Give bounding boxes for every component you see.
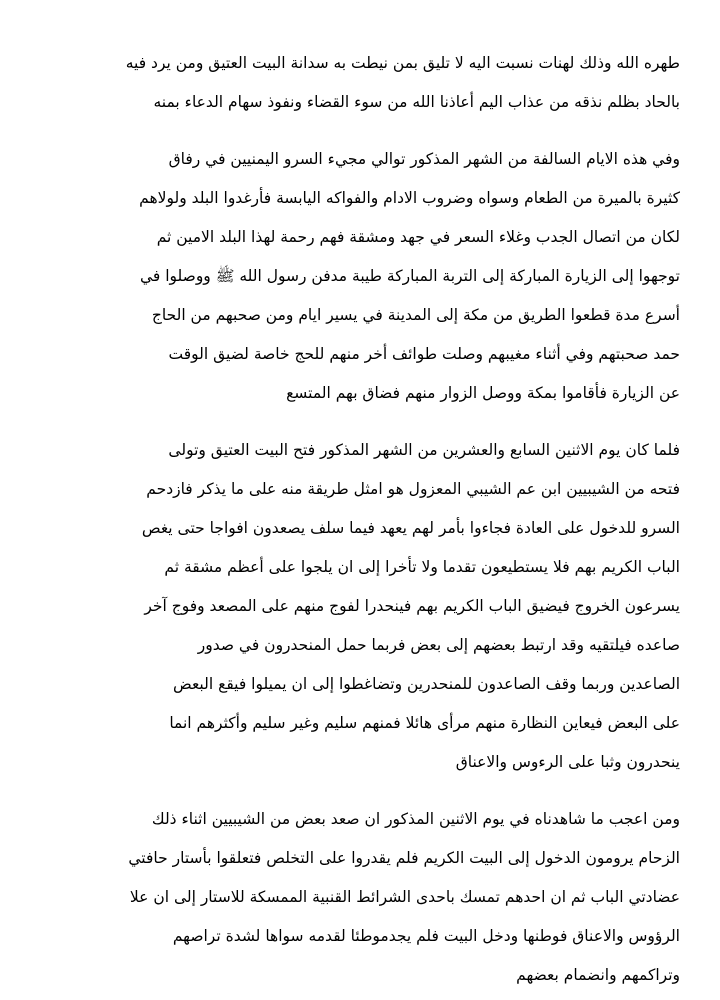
paragraph-4 bbox=[54, 800, 680, 995]
text-line: صاعده فيلتقيه وقد ارتبط بعضهم إلى بعض فربما حمل المنحدرون في صدور bbox=[197, 636, 680, 654]
text-line: الباب الكريم بهم فلا يستطيعون تقدما ولا تأخرا إلى ان يلجوا على أعظم مشقة ثم bbox=[164, 558, 680, 576]
paragraph-1 bbox=[54, 44, 680, 122]
text-line: يسرعون الخروج فيضيق الباب الكريم بهم فينحدرا لفوج منهم على المصعد وفوج آخر bbox=[144, 597, 680, 615]
text-line: فلما كان يوم الاثنين السابع والعشرين من الشهر المذكور فتح البيت العتيق وتولى bbox=[168, 441, 680, 459]
text-line: بالحاد بظلم نذقه من عذاب اليم أعاذنا الله من سوء القضاء ونفوذ سهام الدعاء بمنه bbox=[153, 93, 680, 111]
paragraph-2 bbox=[54, 140, 680, 413]
text-line: لكان من اتصال الجدب وغلاء السعر في جهد ومشقة فهم رحمة لهذا البلد الامين ثم bbox=[156, 228, 680, 246]
text-line: ينحدرون وثبا على الرءوس والاعناق bbox=[455, 753, 680, 771]
text-line: وفي هذه الايام السالفة من الشهر المذكور توالي مجيء السرو اليمنيين في رفاق bbox=[168, 150, 680, 168]
text-line: عضادتي الباب ثم ان احدهم تمسك باحدى الشرائط القنبية الممسكة للاستار إلى ان علا bbox=[129, 888, 680, 906]
text-line: على البعض فيعاين النظارة منهم مرأى هائلا فمنهم سليم وغير سليم وأكثرهم انما bbox=[169, 714, 680, 732]
text-line: الرؤوس والاعناق فوطنها ودخل البيت فلم يجدموطئا لقدمه سواها لشدة تراصهم bbox=[172, 927, 680, 945]
text-line: كثيرة بالميرة من الطعام وسواه وضروب الادام والفواكه اليابسة فأرغدوا البلد ولولاهم bbox=[139, 189, 680, 207]
text-line: الصاعدين وربما وقف الصاعدون للمنحدرين وتضاغطوا إلى ان يميلوا فيقع البعض bbox=[172, 675, 680, 693]
text-line: فتحه من الشيبيين ابن عم الشيبي المعزول هو امثل طريقة منه على ما يذكر فازدحم bbox=[146, 480, 680, 498]
text-line: ومن اعجب ما شاهدناه في يوم الاثنين المذكور ان صعد بعض من الشيبيين اثناء ذلك bbox=[151, 810, 680, 828]
text-line: طهره الله وذلك لهنات نسبت اليه لا تليق بمن نيطت به سدانة البيت العتيق ومن يرد فيه bbox=[125, 54, 680, 72]
text-line: عن الزيارة فأقاموا بمكة ووصل الزوار منهم فضاق بهم المتسع bbox=[286, 384, 680, 402]
text-line: وتراكمهم وانضمام بعضهم bbox=[516, 966, 680, 984]
text-line: توجهوا إلى الزيارة المباركة إلى التربة المباركة طيبة مدفن رسول الله ﷺ ووصلوا في bbox=[139, 267, 680, 285]
text-line: أسرع مدة قطعوا الطريق من مكة إلى المدينة في يسير ايام ومن صحبهم من الحاج bbox=[151, 306, 680, 324]
paragraph-3 bbox=[54, 431, 680, 782]
text-line: حمد صحبتهم وفي أثناء مغيبهم وصلت طوائف أخر منهم للحج خاصة لضيق الوقت bbox=[168, 345, 680, 363]
text-line: السرو للدخول على العادة فجاءوا بأمر لهم يعهد فيما سلف يصعدون افواجا حتى يغص bbox=[141, 519, 680, 537]
text-line: الزحام يرومون الدخول إلى البيت الكريم فلم يقدروا على التخلص فتعلقوا بأستار حافتي bbox=[128, 849, 680, 867]
